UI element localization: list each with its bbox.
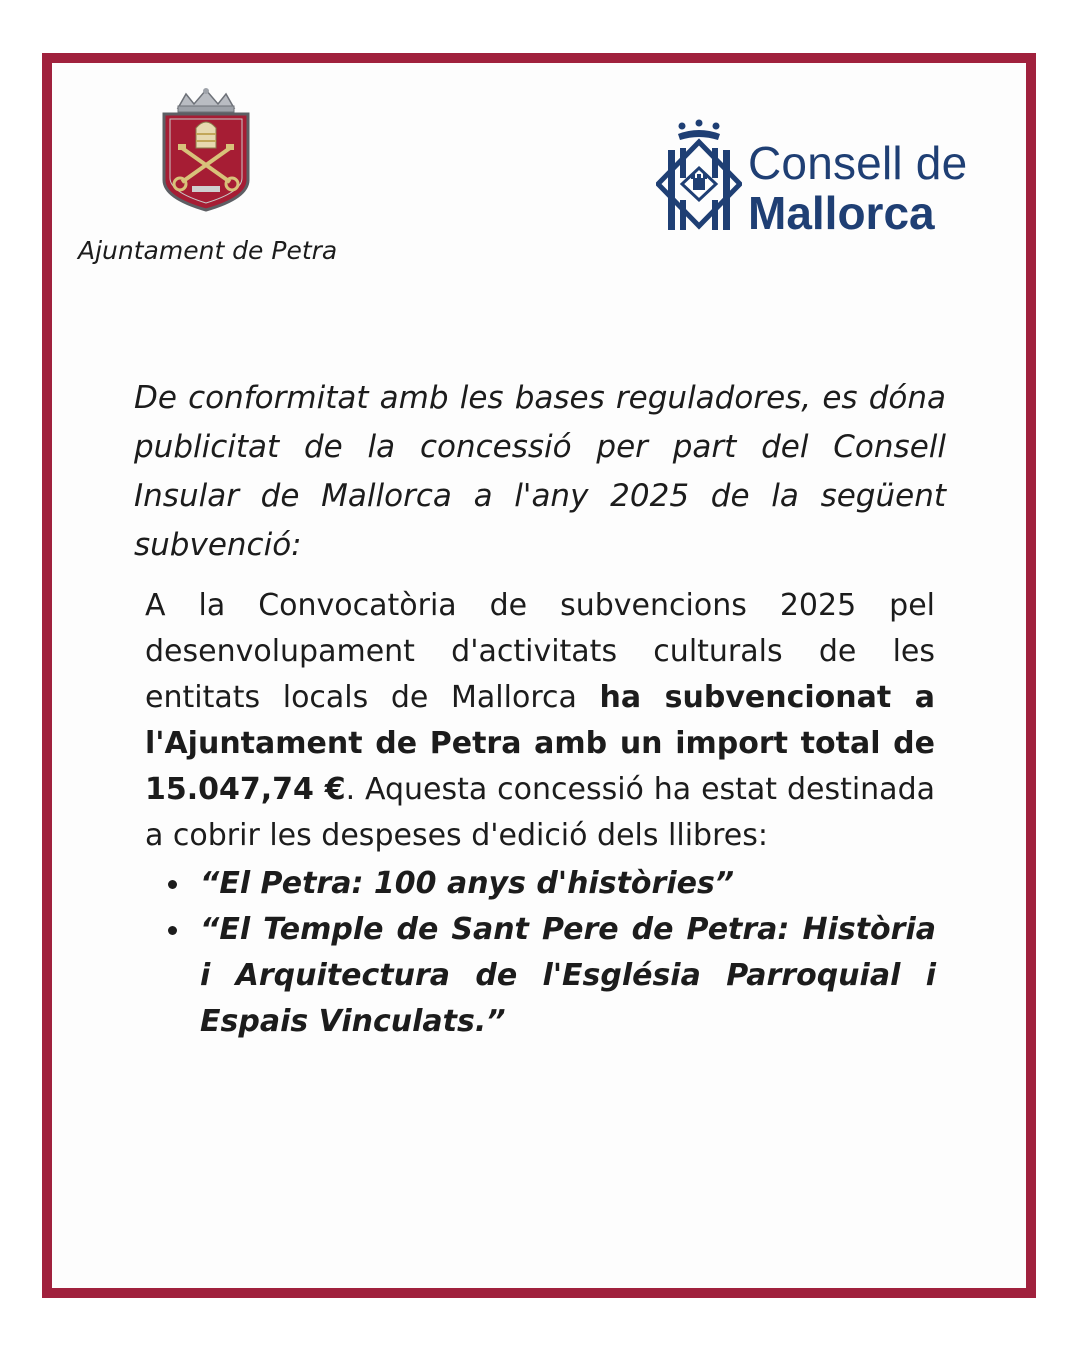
grant-amount-highlight: ha subvencionat a l'Ajuntament de Petra amb un import total de 15.047,74 €	[145, 680, 935, 807]
grant-text-part1: A la Convocatòria de subvencions 2025 pel desenvolupament d'activitats culturals de les entitats locals de Mallorca	[145, 588, 935, 715]
bullet-icon	[168, 926, 177, 935]
consell-logo-line1: Consell de	[748, 137, 968, 189]
consell-emblem-icon	[656, 118, 742, 234]
petra-coat-of-arms	[158, 86, 254, 214]
list-item	[160, 861, 936, 907]
consell-logo-line2: Mallorca	[748, 187, 935, 239]
book-title: “El Temple de Sant Pere de Petra: Història i Arquitectura de l'Església Parroquial i Espais Vinculats.”	[200, 912, 936, 1039]
grant-text-part2: . Aquesta concessió ha estat destinada a cobrir les despeses d'edició dels llibres:	[145, 772, 935, 853]
list-item	[160, 907, 936, 1045]
intro-paragraph: De conformitat amb les bases reguladores, es dóna publicitat de la concessió per part del Consell Insular de Mallorca a l'any 2025 de la següent subvenció:	[134, 380, 946, 563]
books-list	[160, 861, 936, 1045]
grant-paragraph	[145, 583, 935, 859]
bullet-icon	[168, 880, 177, 889]
ajuntament-caption: Ajuntament de Petra	[78, 236, 338, 265]
book-title: “El Petra: 100 anys d'històries”	[200, 866, 735, 901]
consell-de-mallorca-logo	[656, 118, 986, 238]
